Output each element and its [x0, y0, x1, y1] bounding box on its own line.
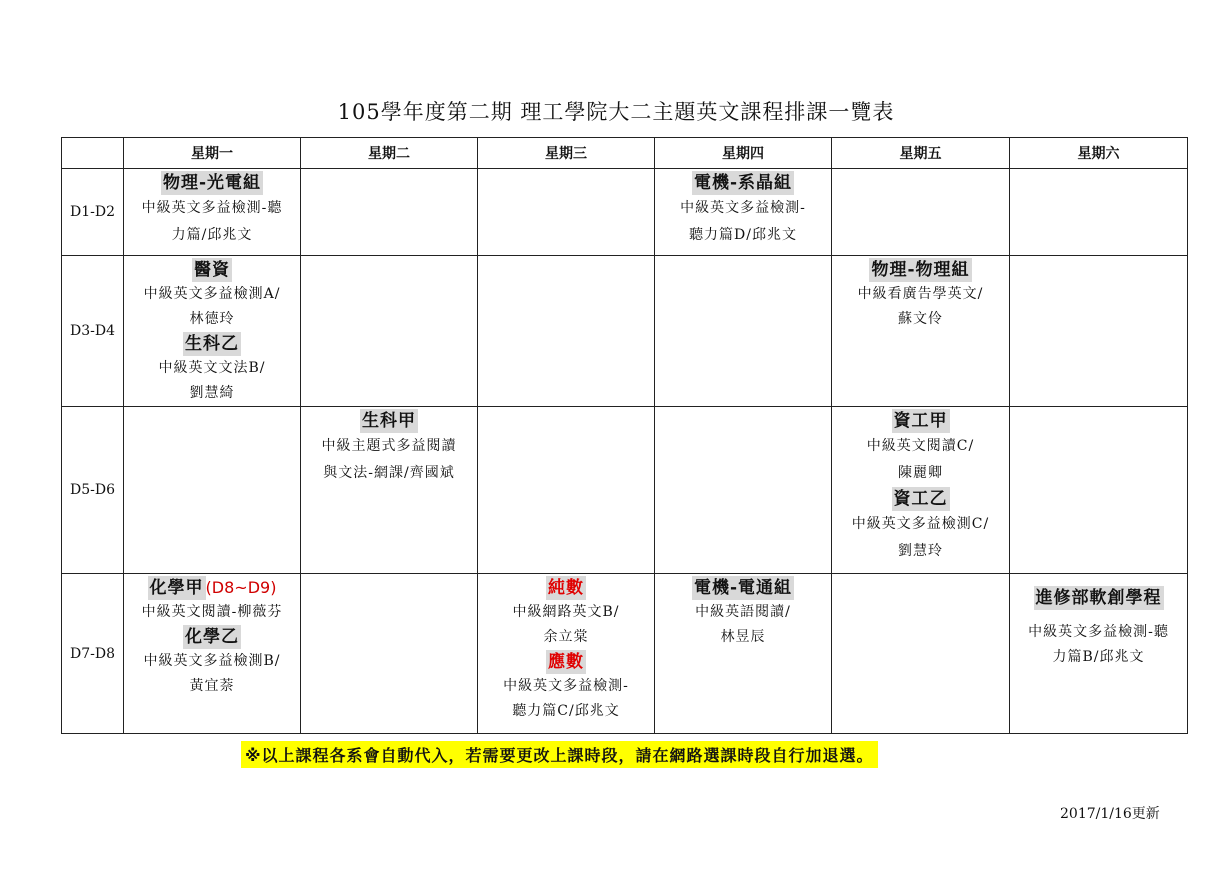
schedule-cell	[478, 169, 655, 256]
schedule-cell	[478, 407, 655, 574]
course-info: 中級英文多益檢測-聽	[1028, 624, 1169, 640]
course-info: 力篇/邱兆文	[171, 227, 253, 243]
course-info: 中級主題式多益閱讀	[321, 438, 457, 454]
course-info: 聽力篇D/邱兆文	[689, 227, 797, 243]
schedule-table	[61, 137, 1188, 734]
course-info: 中級英文多益檢測B/	[143, 653, 281, 669]
schedule-cell	[655, 256, 832, 407]
course-info: 中級英文多益檢測-	[680, 200, 806, 216]
corner-cell	[62, 138, 124, 169]
period-cell: D7-D8	[62, 574, 124, 734]
course-info: 劉慧玲	[898, 543, 943, 559]
course-info: 中級網路英文B/	[512, 604, 620, 620]
schedule-cell	[124, 574, 301, 734]
period-cell: D1-D2	[62, 169, 124, 256]
period-cell: D5-D6	[62, 407, 124, 574]
class-group-label: 純數	[548, 578, 584, 598]
schedule-cell	[301, 407, 478, 574]
class-group-label: 資工乙	[893, 489, 948, 509]
update-date: 2017/1/16更新	[1060, 806, 1160, 822]
class-group-label: 生科甲	[362, 411, 416, 431]
schedule-row	[62, 407, 1188, 574]
schedule-row	[62, 169, 1188, 256]
schedule-cell	[832, 169, 1010, 256]
course-info: 陳麗卿	[898, 465, 943, 481]
header-row	[62, 138, 1188, 169]
day-header: 星期一	[124, 138, 301, 169]
course-info: 中級英文多益檢測C/	[851, 516, 990, 532]
schedule-row	[62, 256, 1188, 407]
schedule-cell	[1010, 574, 1188, 734]
course-info: 中級看廣告學英文/	[857, 286, 984, 302]
course-info: 中級英文閱讀C/	[866, 438, 975, 454]
class-group-label: 物理-光電組	[162, 173, 262, 193]
course-info: 余立棠	[543, 629, 589, 645]
course-info: 劉慧綺	[189, 385, 235, 401]
course-info: 黃宜萘	[189, 678, 235, 694]
course-info: 蘇文伶	[898, 311, 943, 327]
day-header: 星期二	[301, 138, 478, 169]
class-group-label: 生科乙	[185, 334, 239, 354]
schedule-cell	[832, 574, 1010, 734]
course-info: 中級英文多益檢測A/	[143, 286, 281, 302]
class-group-label: 醫資	[194, 260, 230, 280]
schedule-cell	[832, 407, 1010, 574]
class-group-label: 化學乙	[185, 627, 239, 647]
schedule-cell	[124, 256, 301, 407]
course-info: 中級英語閱讀/	[695, 604, 791, 620]
schedule-cell	[1010, 407, 1188, 574]
course-info: 與文法-網課/齊國斌	[323, 465, 455, 481]
schedule-cell	[832, 256, 1010, 407]
day-header: 星期五	[832, 138, 1010, 169]
schedule-cell	[1010, 169, 1188, 256]
schedule-cell	[655, 407, 832, 574]
schedule-cell	[124, 407, 301, 574]
schedule-cell	[1010, 256, 1188, 407]
class-group-label: 化學甲	[149, 578, 204, 598]
course-info: 力篇B/邱兆文	[1052, 649, 1145, 665]
schedule-cell	[478, 256, 655, 407]
page-title: 105學年度第二期 理工學院大二主題英文課程排課一覽表	[337, 100, 895, 124]
schedule-cell	[301, 256, 478, 407]
course-info: 中級英文多益檢測-	[503, 678, 629, 694]
schedule-cell	[478, 574, 655, 734]
class-group-label: 電機-電通組	[693, 578, 793, 598]
class-group-label: 電機-系晶組	[693, 173, 793, 193]
schedule-cell	[655, 169, 832, 256]
class-group-label: 進修部軟創學程	[1035, 588, 1162, 608]
class-group-label: 物理-物理組	[871, 260, 970, 280]
class-group-label: 應數	[548, 652, 584, 672]
course-info: 中級英文多益檢測-聽	[141, 200, 283, 216]
day-header: 星期四	[655, 138, 832, 169]
schedule-cell	[124, 169, 301, 256]
schedule-cell	[301, 574, 478, 734]
day-header: 星期三	[478, 138, 655, 169]
course-info: 林德玲	[189, 311, 235, 327]
class-group-label: 資工甲	[893, 411, 948, 431]
period-cell: D3-D4	[62, 256, 124, 407]
course-info: 中級英文閱讀-柳薇芬	[141, 604, 283, 620]
notice-banner: ※以上課程各系會自動代入，若需要更改上課時段，請在網路選課時段自行加退選。	[241, 741, 878, 768]
schedule-cell	[655, 574, 832, 734]
course-info: 中級英文文法B/	[158, 360, 266, 376]
class-period-note: (D8~D9)	[205, 578, 277, 597]
schedule-row	[62, 574, 1188, 734]
schedule-cell	[301, 169, 478, 256]
day-header: 星期六	[1010, 138, 1188, 169]
course-info: 林昱辰	[720, 629, 766, 645]
course-info: 聽力篇C/邱兆文	[512, 703, 620, 719]
